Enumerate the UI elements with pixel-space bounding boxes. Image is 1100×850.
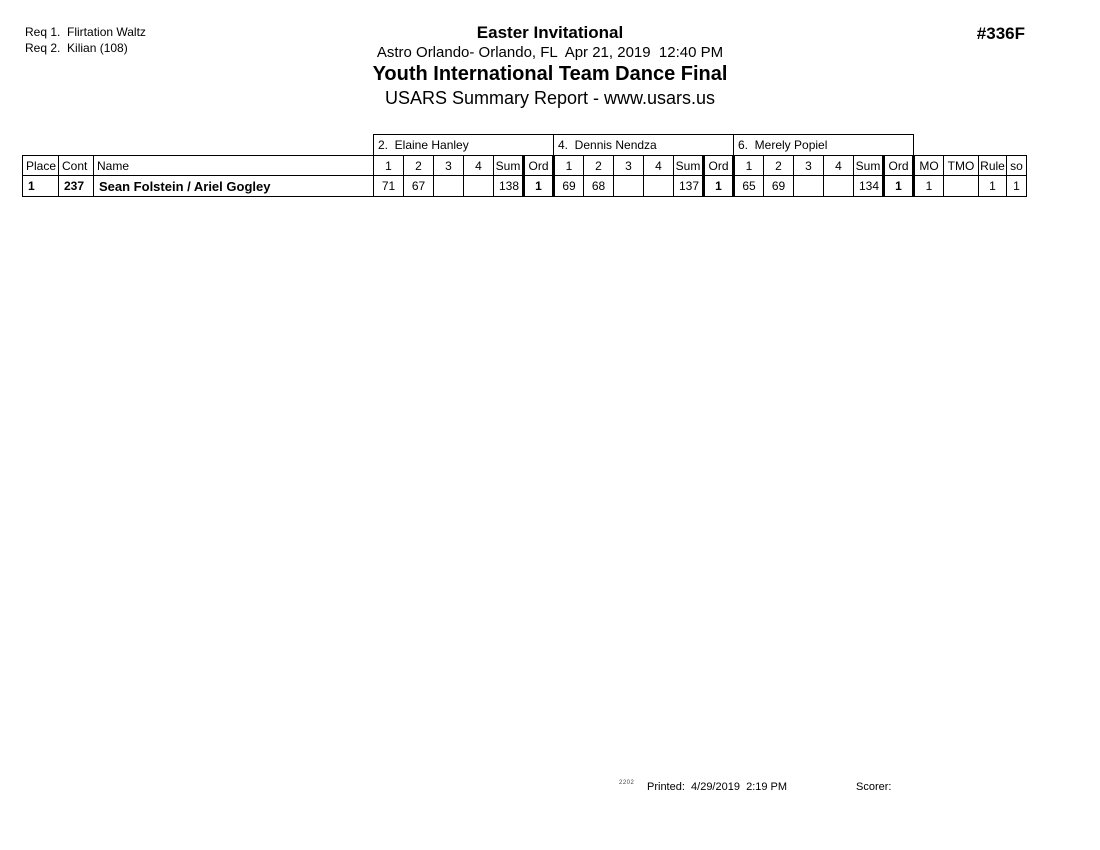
event-number: #336F [976,24,1025,43]
report-subtitle: USARS Summary Report - www.usars.us [384,88,716,108]
judge-2-name: 4. Dennis Nendza [554,135,734,156]
col-header-j2-score2: 2 [584,156,614,176]
j3-score-3 [794,176,824,197]
report-header [0,22,1100,109]
col-header-j1-score1: 1 [374,156,404,176]
contestant-number: 237 [59,176,94,197]
judges-row-right-spacer [914,135,1027,156]
col-header-tmo: TMO [944,156,979,176]
col-header-j2-score1: 1 [554,156,584,176]
col-header-rule: Rule [979,156,1007,176]
tmo-value [944,176,979,197]
printed-timestamp: Printed: 4/29/2019 2:19 PM [647,781,788,793]
col-header-j3-sum: Sum [854,156,884,176]
version-mark: 2202 [619,780,635,786]
j2-ord: 1 [704,176,734,197]
judges-header-row [23,135,1027,156]
req-line-2: Req 2. Kilian (108) [25,41,128,55]
j1-sum: 138 [494,176,524,197]
division-title: Youth International Team Dance Final [372,63,728,85]
col-header-j2-sum: Sum [674,156,704,176]
column-header-row [23,156,1027,176]
rule-value: 1 [979,176,1007,197]
judge-3-name: 6. Merely Popiel [734,135,914,156]
j1-score-2: 67 [404,176,434,197]
col-header-j1-score4: 4 [464,156,494,176]
j2-score-3 [614,176,644,197]
j3-score-1: 65 [734,176,764,197]
j1-score-4 [464,176,494,197]
col-header-j2-ord: Ord [704,156,734,176]
j2-score-2: 68 [584,176,614,197]
so-value: 1 [1007,176,1027,197]
col-header-j3-score3: 3 [794,156,824,176]
col-header-so: so [1007,156,1027,176]
place-value: 1 [23,176,59,197]
mo-value: 1 [914,176,944,197]
req-line-1: Req 1. Flirtation Waltz [25,25,146,39]
team-name: Sean Folstein / Ariel Gogley [94,176,374,197]
judges-row-left-spacer [23,135,374,156]
col-header-j3-score2: 2 [764,156,794,176]
col-header-mo: MO [914,156,944,176]
col-header-name: Name [94,156,374,176]
event-location-datetime: Astro Orlando- Orlando, FL Apr 21, 2019 12:40 PM [376,44,724,61]
col-header-j1-ord: Ord [524,156,554,176]
col-header-j3-score4: 4 [824,156,854,176]
j1-score-3 [434,176,464,197]
col-header-j2-score3: 3 [614,156,644,176]
scorer-label: Scorer: [856,781,892,793]
col-header-j3-ord: Ord [884,156,914,176]
result-row [23,176,1027,197]
j3-sum: 134 [854,176,884,197]
j2-score-4 [644,176,674,197]
j2-score-1: 69 [554,176,584,197]
col-header-cont: Cont [59,156,94,176]
col-header-place: Place [23,156,59,176]
j3-score-2: 69 [764,176,794,197]
judge-1-name: 2. Elaine Hanley [374,135,554,156]
col-header-j3-score1: 1 [734,156,764,176]
col-header-j1-score2: 2 [404,156,434,176]
j2-sum: 137 [674,176,704,197]
col-header-j2-score4: 4 [644,156,674,176]
col-header-j1-sum: Sum [494,156,524,176]
col-header-j1-score3: 3 [434,156,464,176]
j1-ord: 1 [524,176,554,197]
results-table [22,134,1027,197]
j3-score-4 [824,176,854,197]
j1-score-1: 71 [374,176,404,197]
j3-ord: 1 [884,176,914,197]
event-name: Easter Invitational [476,23,624,42]
